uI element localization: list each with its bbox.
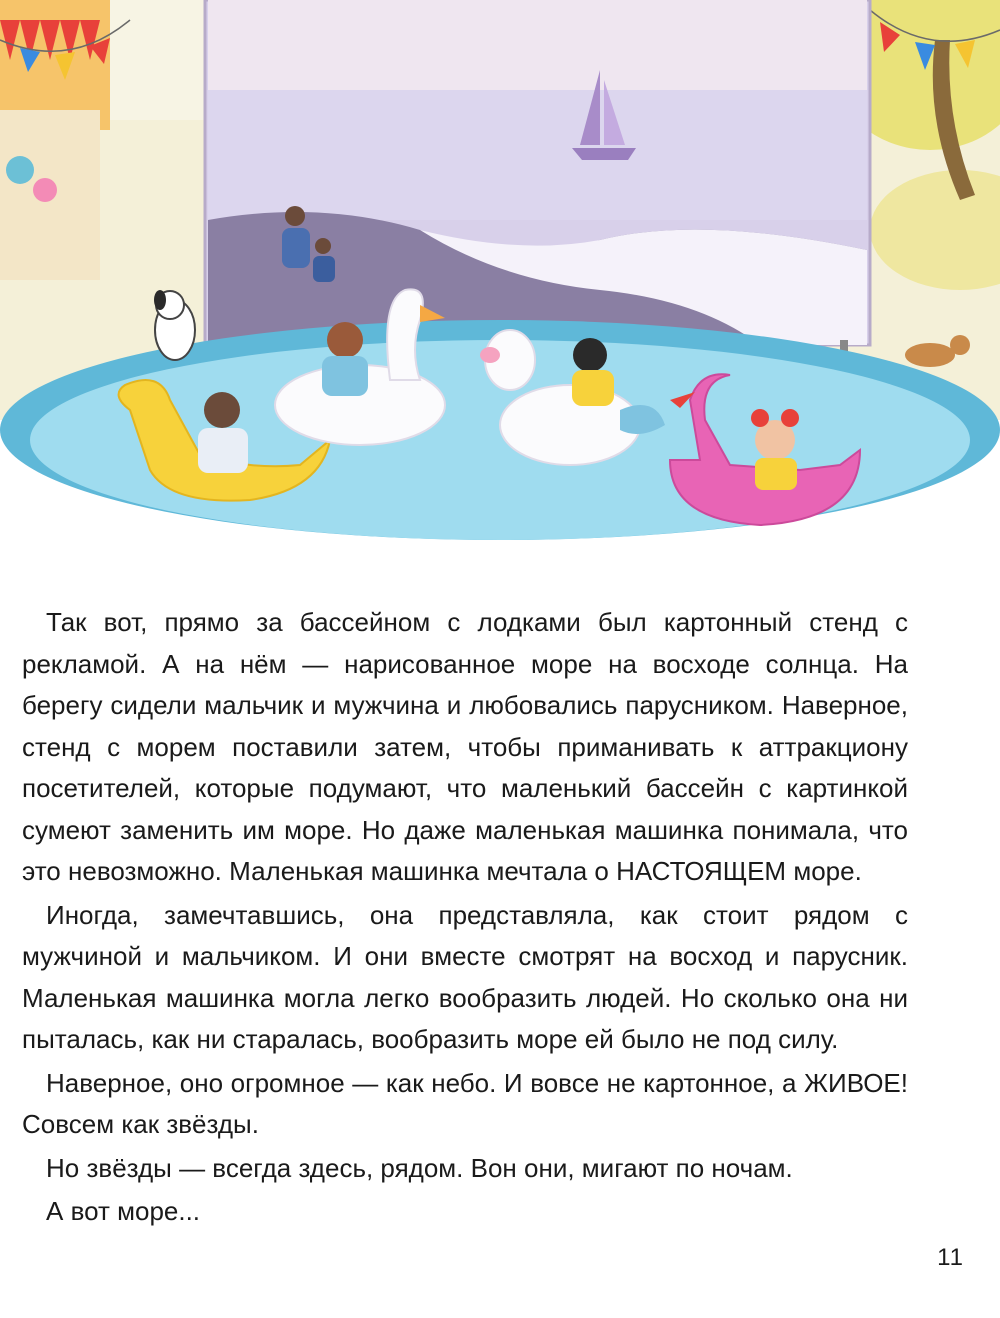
story-text [22,602,908,1233]
page-number: 11 [937,1244,964,1271]
illustration-artwork [0,0,1000,590]
story-paragraph: Так вот, прямо за бассейном с лодками был картонный стенд с рекламой. А на нём — нарисованное море на восходе солнца. На берегу сидели мальчик и мужчина и любовались парусником. Наверное, стенд с морем поставили затем, чтобы приманивать к аттракциону посетителей, которые подумают, что маленький бассейн с картинкой сумеют заменить им море. Но даже маленькая машинка понимала, что это невозможно. Маленькая машинка мечтала о НАСТОЯЩЕМ море. [22,607,908,886]
story-paragraph: Наверное, оно огромное — как небо. И вовсе не картонное, а ЖИВОЕ! Совсем как звёзды. [22,1067,908,1139]
story-paragraph: Иногда, замечтавшись, она представляла, как стоит рядом с мужчиной и мальчиком. И они вместе смотрят на восход и парусник. Маленькая машинка могла легко вообразить людей. Но сколько она ни пыталась, как ни старалась, вообразить море ей было не под силу. [22,899,908,1054]
story-paragraph: Но звёзды — всегда здесь, рядом. Вон они, мигают по ночам. [46,1152,793,1183]
boat-pool-illustration [0,0,1000,590]
story-paragraph: А вот море... [46,1196,201,1226]
